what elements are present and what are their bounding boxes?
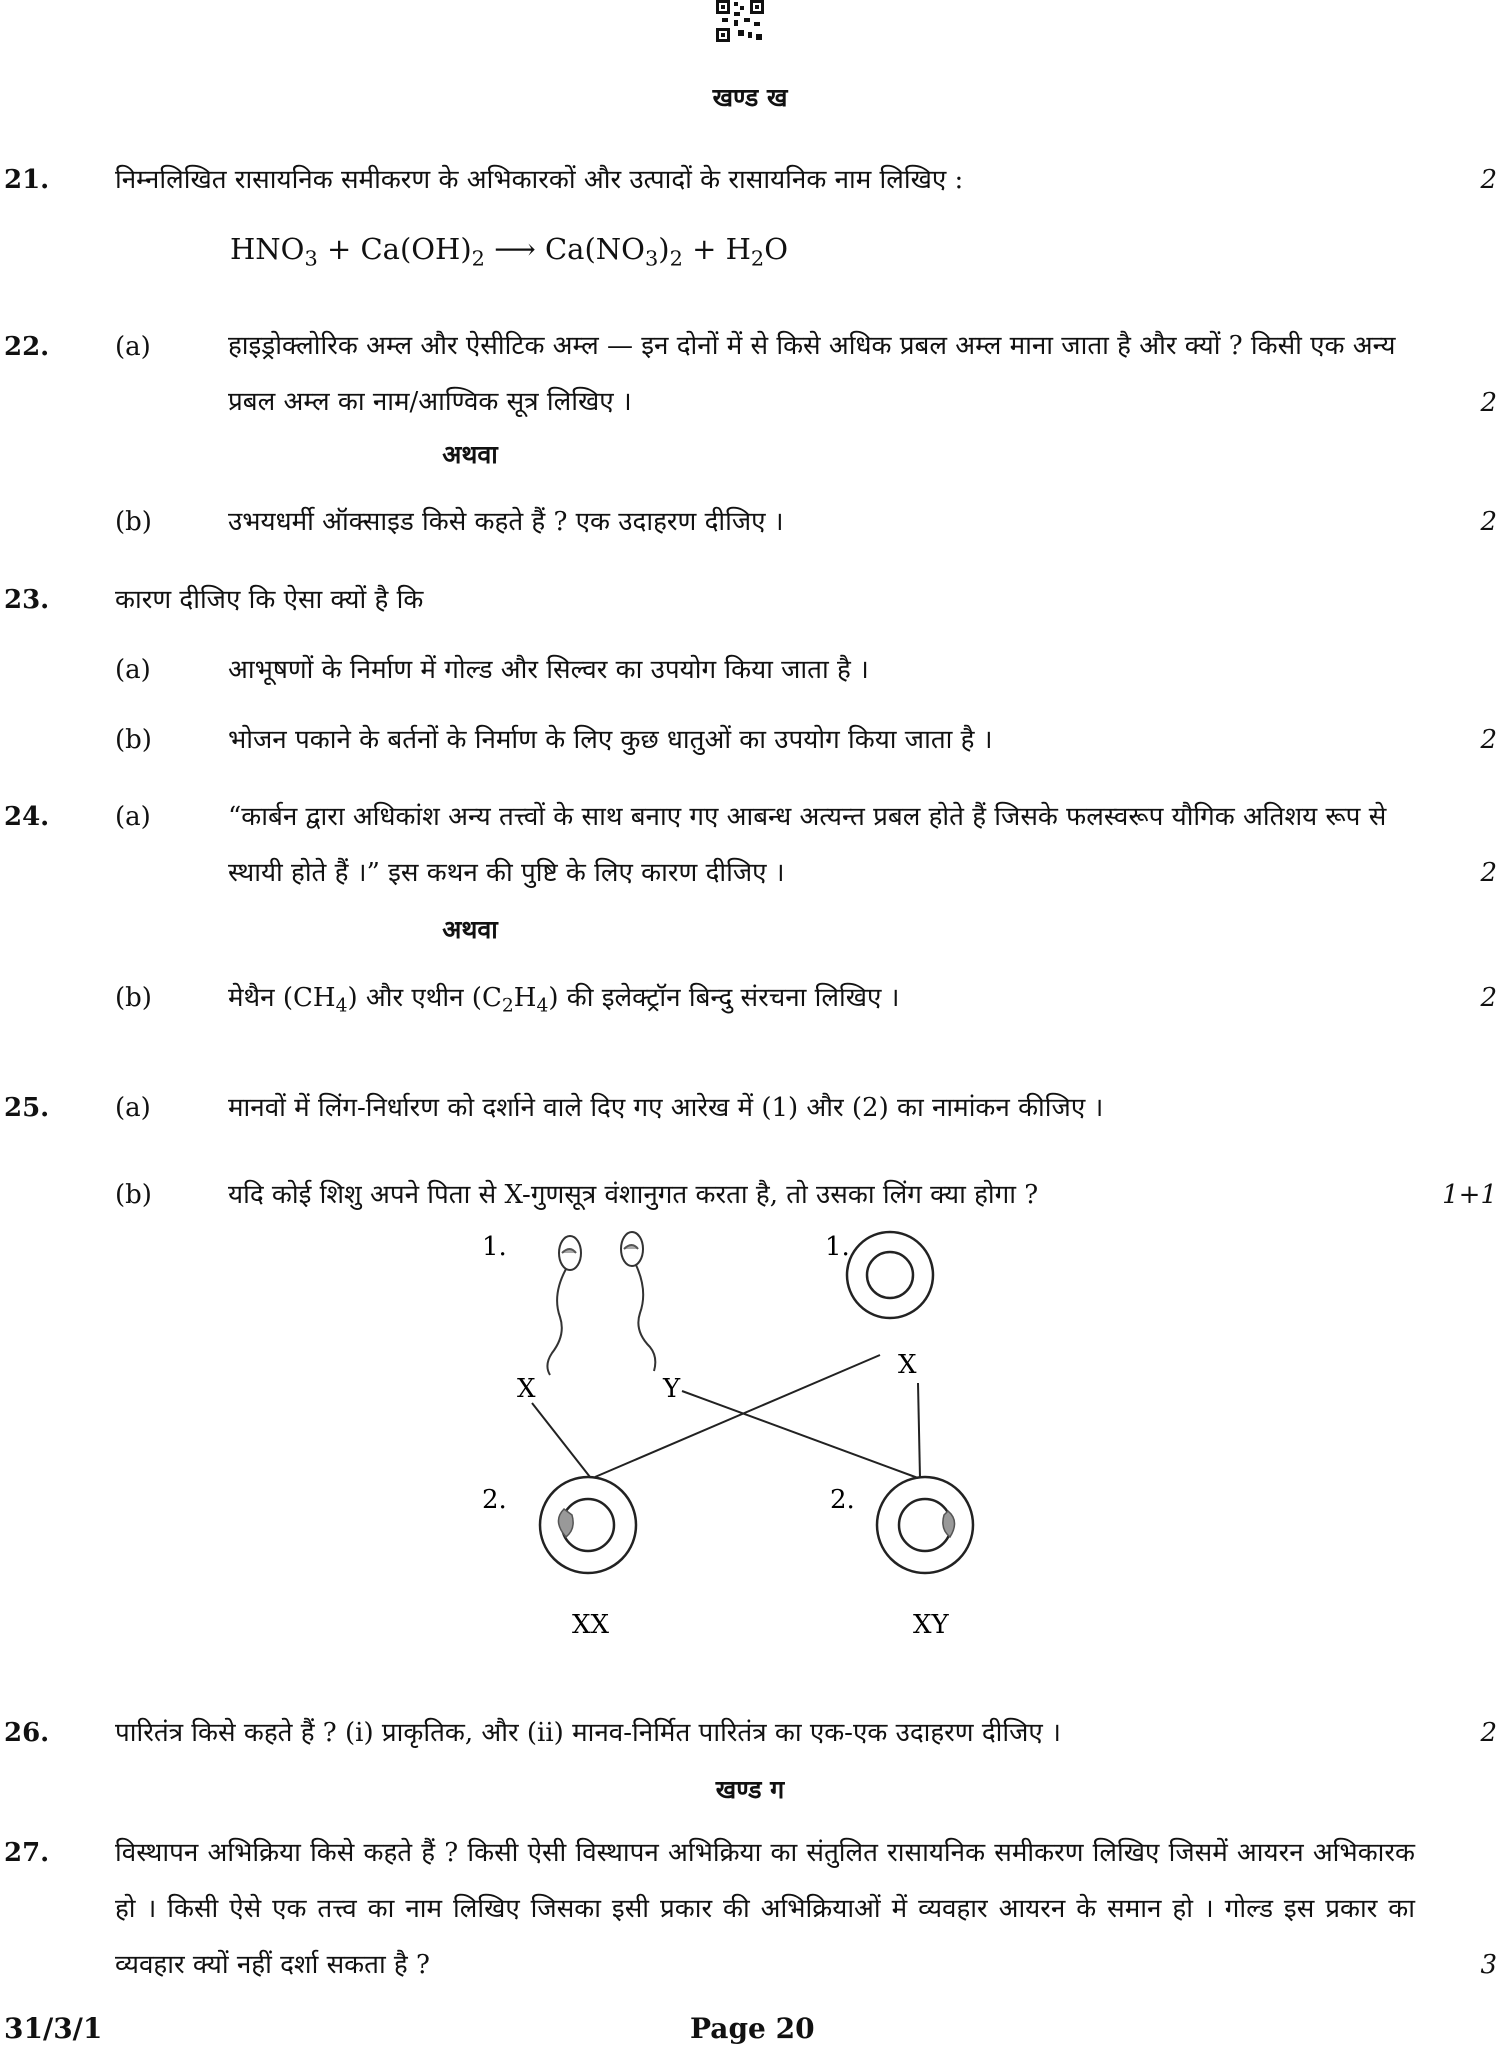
diagram-label-xy: XY <box>913 1610 949 1640</box>
sperm-right-shape <box>621 1232 655 1371</box>
diagram-label-xx: XX <box>572 1610 610 1640</box>
sub-label: (a) <box>115 802 151 832</box>
marks: 2 <box>1480 983 1497 1013</box>
question-text: यदि कोई शिशु अपने पिता से X-गुणसूत्र वंशानुगत करता है, तो उसका लिंग क्या होगा ? <box>228 1180 1039 1210</box>
zygote-xy-shape <box>877 1477 973 1573</box>
question-number: 22. <box>4 332 50 362</box>
sub-label: (a) <box>115 332 151 362</box>
marks: 2 <box>1480 388 1497 418</box>
marks: 2 <box>1480 725 1497 755</box>
question-number: 26. <box>4 1718 50 1748</box>
sub-label: (b) <box>115 1180 152 1210</box>
sub-label: (a) <box>115 655 151 685</box>
qr-code <box>716 0 764 42</box>
sub-label: (a) <box>115 1093 151 1123</box>
section-heading-c: खण्ड ग <box>715 1775 785 1804</box>
diagram-label-1-right: 1. <box>825 1232 850 1262</box>
diagram-label-2-right: 2. <box>830 1485 855 1515</box>
page-number: Page 20 <box>690 2012 815 2045</box>
diagram-label-2-left: 2. <box>482 1485 507 1515</box>
or-label: अथवा <box>442 440 498 469</box>
question-number: 23. <box>4 585 50 615</box>
paper-code: 31/3/1 <box>4 2012 103 2045</box>
question-number: 25. <box>4 1093 50 1123</box>
connector-lines <box>532 1355 920 1478</box>
sex-determination-diagram <box>460 1225 1020 1645</box>
marks: 2 <box>1480 507 1497 537</box>
diagram-label-y-left: Y <box>663 1374 681 1404</box>
marks: 2 <box>1480 165 1497 195</box>
egg-top-shape <box>847 1232 933 1318</box>
or-label: अथवा <box>442 915 498 944</box>
sperm-left-shape <box>547 1236 581 1375</box>
marks: 3 <box>1480 1950 1497 1980</box>
chemical-equation: $HNO_3 + Ca(OH)_2$ ⟶ $Ca(NO_3)_2 + H_2O$ <box>230 232 788 271</box>
marks: 1+1 <box>1442 1180 1497 1210</box>
question-number: 24. <box>4 802 50 832</box>
zygote-xx-shape <box>540 1477 636 1573</box>
question-text: निम्नलिखित रासायनिक समीकरण के अभिकारकों और उत्पादों के रासायनिक नाम लिखिए : <box>115 165 964 195</box>
question-text: “कार्बन द्वारा अधिकांश अन्य तत्त्वों के साथ बनाए गए आबन्ध अत्यन्त प्रबल होते हैं जिसके फलस्वरूप यौगिक अतिशय रूप से स्थायी होते हैं ।” इस कथन की पुष्टि के लिए कारण दीजिए । <box>228 802 1387 888</box>
diagram-label-1-left: 1. <box>482 1232 507 1262</box>
question-text: विस्थापन अभिक्रिया किसे कहते हैं ? किसी ऐसी विस्थापन अभिक्रिया का संतुलित रासायनिक समीकरण लिखिए जिसमें आयरन अभिकारक हो । किसी ऐसे एक तत्त्व का नाम लिखिए जिसका इसी प्रकार की अभिक्रियाओं में व्यवहार आयरन के समान हो । गोल्ड इस प्रकार का व्यवहार क्यों नहीं दर्शा सकता है ? <box>115 1838 1415 1980</box>
sub-label: (b) <box>115 507 152 537</box>
sub-label: (b) <box>115 983 152 1013</box>
question-text: मानवों में लिंग-निर्धारण को दर्शाने वाले दिए गए आरेख में (1) और (2) का नामांकन कीजिए । <box>228 1093 1104 1123</box>
question-text: कारण दीजिए कि ऐसा क्यों है कि <box>115 585 424 615</box>
question-number: 21. <box>4 165 50 195</box>
diagram-label-x-right: X <box>898 1350 917 1380</box>
marks: 2 <box>1480 858 1497 888</box>
diagram-label-x-left: X <box>517 1374 536 1404</box>
question-text: आभूषणों के निर्माण में गोल्ड और सिल्वर का उपयोग किया जाता है । <box>228 655 869 685</box>
question-text: भोजन पकाने के बर्तनों के निर्माण के लिए कुछ धातुओं का उपयोग किया जाता है । <box>228 725 993 755</box>
question-text: मेथैन $(CH_4)$ और एथीन $(C_2H_4)$ की इलेक्ट्रॉन बिन्दु संरचना लिखिए । <box>228 983 900 1017</box>
question-text: हाइड्रोक्लोरिक अम्ल और ऐसीटिक अम्ल — इन दोनों में से किसे अधिक प्रबल अम्ल माना जाता है और क्यों ? किसी एक अन्य प्रबल अम्ल का नाम/आण्विक सूत्र लिखिए । <box>228 331 1396 417</box>
sub-label: (b) <box>115 725 152 755</box>
question-number: 27. <box>4 1838 50 1868</box>
section-heading-b: खण्ड ख <box>712 83 788 112</box>
question-text: उभयधर्मी ऑक्साइड किसे कहते हैं ? एक उदाहरण दीजिए । <box>228 507 784 537</box>
marks: 2 <box>1480 1718 1497 1748</box>
question-text: पारितंत्र किसे कहते हैं ? (i) प्राकृतिक, और (ii) मानव-निर्मित पारितंत्र का एक-एक उदाहरण दीजिए । <box>115 1718 1061 1748</box>
